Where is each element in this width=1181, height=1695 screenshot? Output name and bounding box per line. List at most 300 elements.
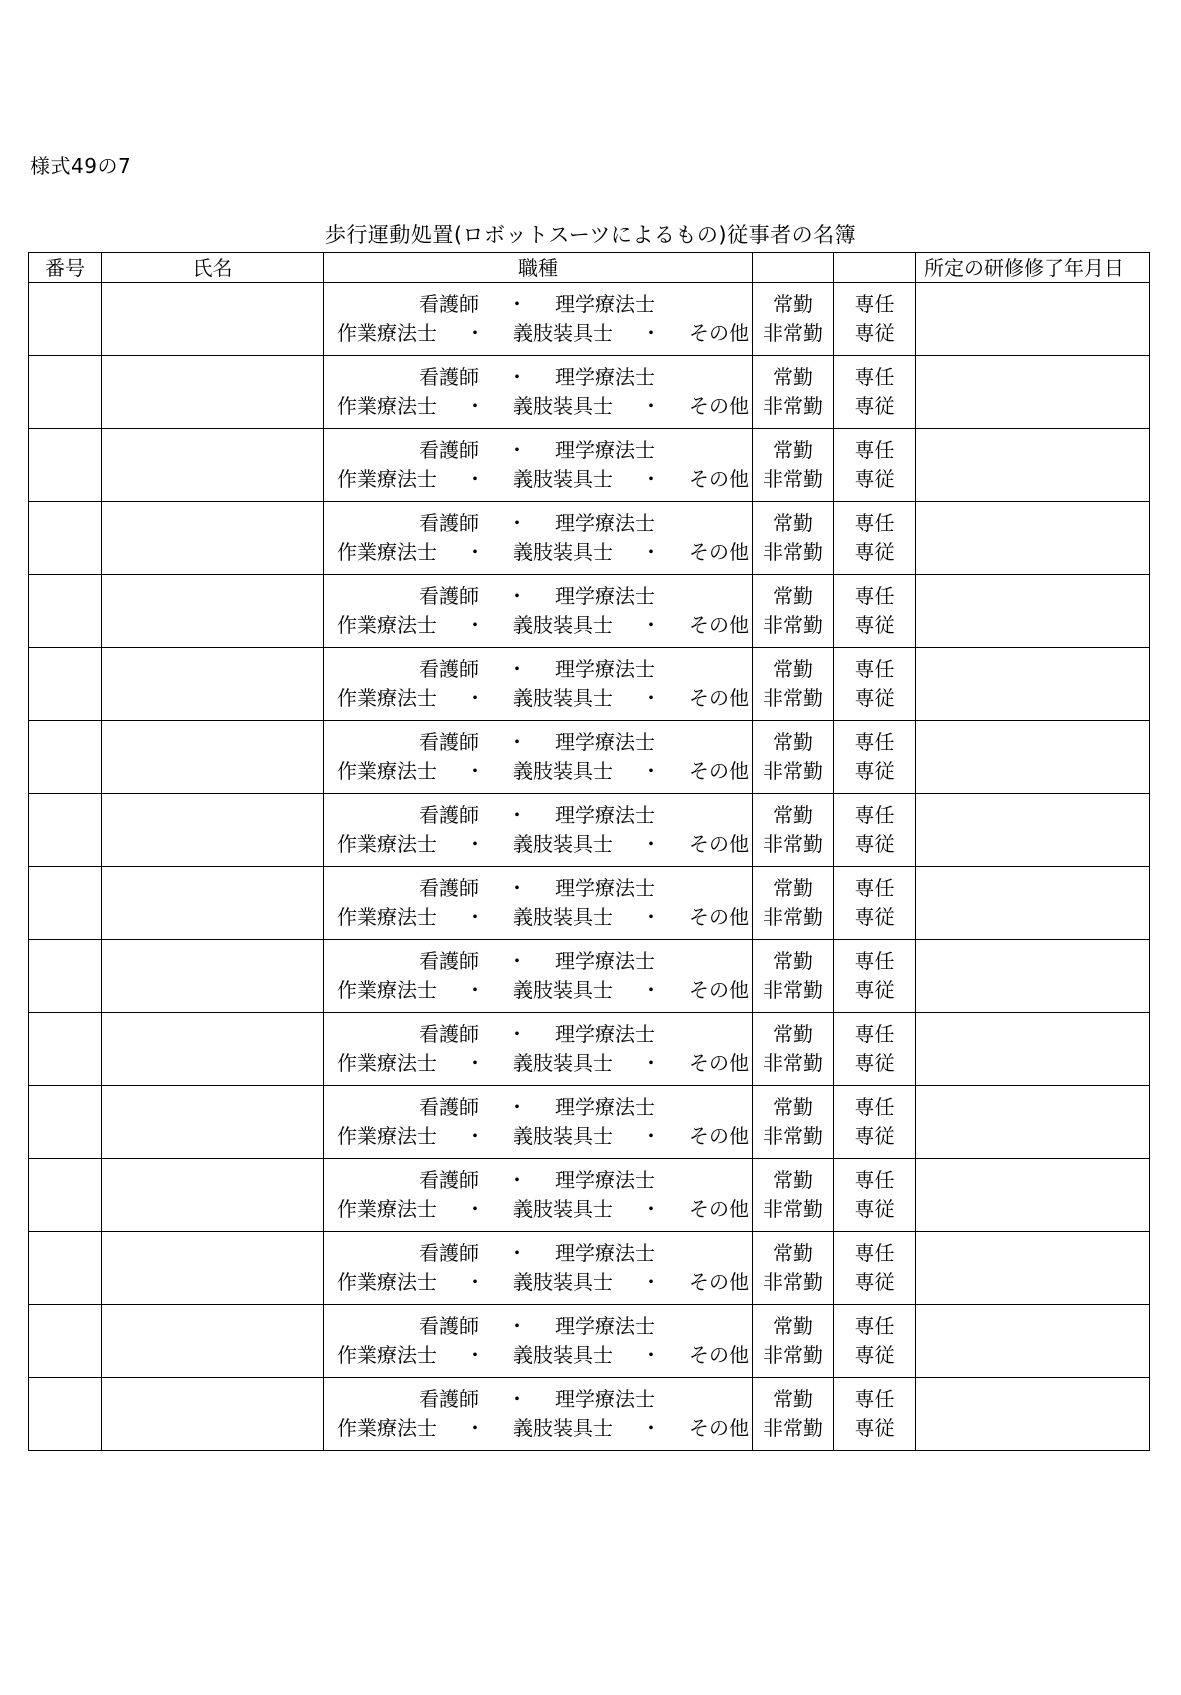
option-part-time[interactable]: 非常勤 xyxy=(763,540,823,564)
table-row xyxy=(29,794,1150,867)
name-cell[interactable] xyxy=(102,648,324,721)
option-other[interactable]: その他 xyxy=(689,832,749,856)
option-dedicated[interactable]: 専任 xyxy=(854,511,895,535)
training-date-cell[interactable] xyxy=(916,1378,1150,1451)
option-nurse[interactable]: 看護師 xyxy=(419,438,479,462)
table-row xyxy=(29,940,1150,1013)
option-part-time[interactable]: 非常勤 xyxy=(763,467,823,491)
number-cell[interactable] xyxy=(29,502,102,575)
option-part-time[interactable]: 非常勤 xyxy=(763,1270,823,1294)
option-engaged[interactable]: 専従 xyxy=(854,978,895,1002)
option-separator: ・ xyxy=(641,1270,661,1294)
option-separator: ・ xyxy=(465,905,485,929)
option-nurse[interactable]: 看護師 xyxy=(419,1168,479,1192)
training-date-cell[interactable] xyxy=(916,283,1150,356)
job-type-cell xyxy=(324,940,753,1013)
option-nurse[interactable]: 看護師 xyxy=(419,657,479,681)
number-cell[interactable] xyxy=(29,1378,102,1451)
option-nurse[interactable]: 看護師 xyxy=(419,730,479,754)
option-separator: ・ xyxy=(465,613,485,637)
option-physical-therapist[interactable]: 理学療法士 xyxy=(555,1095,655,1119)
option-engaged[interactable]: 専従 xyxy=(854,905,895,929)
option-separator: ・ xyxy=(507,876,527,900)
table-row xyxy=(29,283,1150,356)
option-prosthetist[interactable]: 義肢装具士 xyxy=(513,1124,613,1148)
header-training-date: 所定の研修修了年月日 xyxy=(916,253,1150,283)
name-cell[interactable] xyxy=(102,940,324,1013)
training-date-cell[interactable] xyxy=(916,1159,1150,1232)
table-row xyxy=(29,502,1150,575)
option-separator: ・ xyxy=(507,438,527,462)
training-date-cell[interactable] xyxy=(916,794,1150,867)
option-separator: ・ xyxy=(641,686,661,710)
option-part-time[interactable]: 非常勤 xyxy=(763,394,823,418)
name-cell[interactable] xyxy=(102,867,324,940)
number-cell[interactable] xyxy=(29,1232,102,1305)
option-dedicated[interactable]: 専任 xyxy=(854,292,895,316)
option-part-time[interactable]: 非常勤 xyxy=(763,832,823,856)
employment-cell xyxy=(753,1159,834,1232)
option-physical-therapist[interactable]: 理学療法士 xyxy=(555,1022,655,1046)
training-date-cell[interactable] xyxy=(916,502,1150,575)
number-cell[interactable] xyxy=(29,1086,102,1159)
option-other[interactable]: その他 xyxy=(689,467,749,491)
option-engaged[interactable]: 専従 xyxy=(854,394,895,418)
option-occupational-therapist[interactable]: 作業療法士 xyxy=(337,978,437,1002)
roster-body xyxy=(29,283,1150,1451)
option-other[interactable]: その他 xyxy=(689,1416,749,1440)
option-dedicated[interactable]: 専任 xyxy=(854,876,895,900)
option-dedicated[interactable]: 専任 xyxy=(854,730,895,754)
employment-cell xyxy=(753,648,834,721)
name-cell[interactable] xyxy=(102,502,324,575)
option-full-time[interactable]: 常勤 xyxy=(773,365,813,389)
option-dedicated[interactable]: 専任 xyxy=(854,584,895,608)
option-part-time[interactable]: 非常勤 xyxy=(763,905,823,929)
option-nurse[interactable]: 看護師 xyxy=(419,365,479,389)
option-separator: ・ xyxy=(465,1124,485,1148)
option-engaged[interactable]: 専従 xyxy=(854,1051,895,1075)
option-part-time[interactable]: 非常勤 xyxy=(763,613,823,637)
option-physical-therapist[interactable]: 理学療法士 xyxy=(555,1241,655,1265)
option-full-time[interactable]: 常勤 xyxy=(773,730,813,754)
name-cell[interactable] xyxy=(102,1086,324,1159)
option-nurse[interactable]: 看護師 xyxy=(419,803,479,827)
table-row xyxy=(29,867,1150,940)
assignment-cell xyxy=(834,721,916,794)
number-cell[interactable] xyxy=(29,1013,102,1086)
option-nurse[interactable]: 看護師 xyxy=(419,1241,479,1265)
option-part-time[interactable]: 非常勤 xyxy=(763,1343,823,1367)
option-full-time[interactable]: 常勤 xyxy=(773,1168,813,1192)
assignment-cell xyxy=(834,1232,916,1305)
name-cell[interactable] xyxy=(102,1232,324,1305)
number-cell[interactable] xyxy=(29,356,102,429)
option-engaged[interactable]: 専従 xyxy=(854,613,895,637)
option-occupational-therapist[interactable]: 作業療法士 xyxy=(337,1416,437,1440)
option-full-time[interactable]: 常勤 xyxy=(773,584,813,608)
employment-cell xyxy=(753,283,834,356)
option-full-time[interactable]: 常勤 xyxy=(773,876,813,900)
option-other[interactable]: その他 xyxy=(689,978,749,1002)
name-cell[interactable] xyxy=(102,356,324,429)
option-dedicated[interactable]: 専任 xyxy=(854,438,895,462)
training-date-cell[interactable] xyxy=(916,940,1150,1013)
header-number: 番号 xyxy=(29,253,102,283)
name-cell[interactable] xyxy=(102,1013,324,1086)
option-prosthetist[interactable]: 義肢装具士 xyxy=(513,905,613,929)
number-cell[interactable] xyxy=(29,429,102,502)
employment-cell xyxy=(753,1232,834,1305)
number-cell[interactable] xyxy=(29,1305,102,1378)
option-occupational-therapist[interactable]: 作業療法士 xyxy=(337,467,437,491)
option-separator: ・ xyxy=(507,657,527,681)
option-nurse[interactable]: 看護師 xyxy=(419,1314,479,1338)
option-other[interactable]: その他 xyxy=(689,321,749,345)
option-engaged[interactable]: 専従 xyxy=(854,321,895,345)
option-dedicated[interactable]: 専任 xyxy=(854,657,895,681)
option-prosthetist[interactable]: 義肢装具士 xyxy=(513,1270,613,1294)
option-other[interactable]: その他 xyxy=(689,1270,749,1294)
option-part-time[interactable]: 非常勤 xyxy=(763,1197,823,1221)
option-prosthetist[interactable]: 義肢装具士 xyxy=(513,613,613,637)
option-occupational-therapist[interactable]: 作業療法士 xyxy=(337,1124,437,1148)
option-separator: ・ xyxy=(641,1416,661,1440)
option-occupational-therapist[interactable]: 作業療法士 xyxy=(337,1197,437,1221)
option-separator: ・ xyxy=(465,1416,485,1440)
option-engaged[interactable]: 専従 xyxy=(854,1416,895,1440)
option-occupational-therapist[interactable]: 作業療法士 xyxy=(337,1270,437,1294)
option-other[interactable]: その他 xyxy=(689,759,749,783)
option-separator: ・ xyxy=(465,1270,485,1294)
option-physical-therapist[interactable]: 理学療法士 xyxy=(555,803,655,827)
option-separator: ・ xyxy=(507,1241,527,1265)
option-separator: ・ xyxy=(507,1314,527,1338)
training-date-cell[interactable] xyxy=(916,1013,1150,1086)
option-dedicated[interactable]: 専任 xyxy=(854,949,895,973)
option-engaged[interactable]: 専従 xyxy=(854,540,895,564)
name-cell[interactable] xyxy=(102,1305,324,1378)
option-occupational-therapist[interactable]: 作業療法士 xyxy=(337,832,437,856)
option-dedicated[interactable]: 専任 xyxy=(854,1168,895,1192)
option-separator: ・ xyxy=(465,686,485,710)
option-prosthetist[interactable]: 義肢装具士 xyxy=(513,1343,613,1367)
assignment-cell xyxy=(834,283,916,356)
option-engaged[interactable]: 専従 xyxy=(854,832,895,856)
table-row xyxy=(29,1159,1150,1232)
option-nurse[interactable]: 看護師 xyxy=(419,1022,479,1046)
table-row xyxy=(29,356,1150,429)
option-other[interactable]: その他 xyxy=(689,686,749,710)
number-cell[interactable] xyxy=(29,867,102,940)
training-date-cell[interactable] xyxy=(916,429,1150,502)
form-number: 様式49の7 xyxy=(30,154,132,178)
assignment-cell xyxy=(834,940,916,1013)
option-engaged[interactable]: 専従 xyxy=(854,467,895,491)
name-cell[interactable] xyxy=(102,429,324,502)
option-other[interactable]: その他 xyxy=(689,1124,749,1148)
header-row xyxy=(29,253,1150,283)
option-separator: ・ xyxy=(641,1124,661,1148)
option-engaged[interactable]: 専従 xyxy=(854,686,895,710)
option-nurse[interactable]: 看護師 xyxy=(419,584,479,608)
job-type-cell xyxy=(324,1159,753,1232)
employment-cell xyxy=(753,1013,834,1086)
option-physical-therapist[interactable]: 理学療法士 xyxy=(555,1168,655,1192)
assignment-cell xyxy=(834,1159,916,1232)
job-type-cell xyxy=(324,794,753,867)
number-cell[interactable] xyxy=(29,794,102,867)
name-cell[interactable] xyxy=(102,721,324,794)
option-prosthetist[interactable]: 義肢装具士 xyxy=(513,540,613,564)
employment-cell xyxy=(753,794,834,867)
option-dedicated[interactable]: 専任 xyxy=(854,1314,895,1338)
number-cell[interactable] xyxy=(29,283,102,356)
option-full-time[interactable]: 常勤 xyxy=(773,292,813,316)
option-full-time[interactable]: 常勤 xyxy=(773,949,813,973)
employment-cell xyxy=(753,502,834,575)
assignment-cell xyxy=(834,1013,916,1086)
option-separator: ・ xyxy=(641,832,661,856)
option-other[interactable]: その他 xyxy=(689,905,749,929)
employment-cell xyxy=(753,575,834,648)
option-occupational-therapist[interactable]: 作業療法士 xyxy=(337,759,437,783)
option-prosthetist[interactable]: 義肢装具士 xyxy=(513,1051,613,1075)
assignment-cell xyxy=(834,502,916,575)
option-part-time[interactable]: 非常勤 xyxy=(763,1051,823,1075)
training-date-cell[interactable] xyxy=(916,356,1150,429)
table-row xyxy=(29,1013,1150,1086)
name-cell[interactable] xyxy=(102,283,324,356)
option-dedicated[interactable]: 専任 xyxy=(854,1022,895,1046)
table-row xyxy=(29,1378,1150,1451)
option-full-time[interactable]: 常勤 xyxy=(773,1387,813,1411)
option-part-time[interactable]: 非常勤 xyxy=(763,759,823,783)
staff-roster-table xyxy=(28,252,1150,1451)
assignment-cell xyxy=(834,575,916,648)
job-type-cell xyxy=(324,575,753,648)
job-type-cell xyxy=(324,356,753,429)
option-other[interactable]: その他 xyxy=(689,1051,749,1075)
assignment-cell xyxy=(834,356,916,429)
table-row xyxy=(29,575,1150,648)
option-separator: ・ xyxy=(465,978,485,1002)
option-full-time[interactable]: 常勤 xyxy=(773,1022,813,1046)
option-physical-therapist[interactable]: 理学療法士 xyxy=(555,730,655,754)
option-full-time[interactable]: 常勤 xyxy=(773,438,813,462)
number-cell[interactable] xyxy=(29,575,102,648)
job-type-cell xyxy=(324,429,753,502)
option-full-time[interactable]: 常勤 xyxy=(773,1241,813,1265)
option-prosthetist[interactable]: 義肢装具士 xyxy=(513,686,613,710)
option-separator: ・ xyxy=(465,540,485,564)
name-cell[interactable] xyxy=(102,1159,324,1232)
option-separator: ・ xyxy=(641,978,661,1002)
option-engaged[interactable]: 専従 xyxy=(854,1343,895,1367)
table-row xyxy=(29,1086,1150,1159)
training-date-cell[interactable] xyxy=(916,721,1150,794)
option-separator: ・ xyxy=(641,1197,661,1221)
option-separator: ・ xyxy=(465,321,485,345)
option-occupational-therapist[interactable]: 作業療法士 xyxy=(337,394,437,418)
option-separator: ・ xyxy=(465,832,485,856)
job-type-cell xyxy=(324,283,753,356)
employment-cell xyxy=(753,356,834,429)
option-prosthetist[interactable]: 義肢装具士 xyxy=(513,394,613,418)
option-part-time[interactable]: 非常勤 xyxy=(763,321,823,345)
option-other[interactable]: その他 xyxy=(689,1197,749,1221)
option-prosthetist[interactable]: 義肢装具士 xyxy=(513,1197,613,1221)
option-separator: ・ xyxy=(641,759,661,783)
header-assignment xyxy=(834,253,916,283)
option-prosthetist[interactable]: 義肢装具士 xyxy=(513,467,613,491)
name-cell[interactable] xyxy=(102,575,324,648)
training-date-cell[interactable] xyxy=(916,575,1150,648)
option-nurse[interactable]: 看護師 xyxy=(419,1095,479,1119)
option-physical-therapist[interactable]: 理学療法士 xyxy=(555,657,655,681)
number-cell[interactable] xyxy=(29,648,102,721)
header-job-type: 職種 xyxy=(324,253,753,283)
option-prosthetist[interactable]: 義肢装具士 xyxy=(513,759,613,783)
option-separator: ・ xyxy=(507,511,527,535)
option-part-time[interactable]: 非常勤 xyxy=(763,686,823,710)
option-nurse[interactable]: 看護師 xyxy=(419,1387,479,1411)
employment-cell xyxy=(753,429,834,502)
option-dedicated[interactable]: 専任 xyxy=(854,803,895,827)
option-separator: ・ xyxy=(507,1168,527,1192)
option-separator: ・ xyxy=(465,1197,485,1221)
option-separator: ・ xyxy=(507,803,527,827)
option-physical-therapist[interactable]: 理学療法士 xyxy=(555,584,655,608)
name-cell[interactable] xyxy=(102,794,324,867)
option-occupational-therapist[interactable]: 作業療法士 xyxy=(337,686,437,710)
job-type-cell xyxy=(324,867,753,940)
option-physical-therapist[interactable]: 理学療法士 xyxy=(555,949,655,973)
assignment-cell xyxy=(834,794,916,867)
option-occupational-therapist[interactable]: 作業療法士 xyxy=(337,1343,437,1367)
job-type-cell xyxy=(324,648,753,721)
employment-cell xyxy=(753,867,834,940)
header-name: 氏名 xyxy=(102,253,324,283)
training-date-cell[interactable] xyxy=(916,1305,1150,1378)
option-full-time[interactable]: 常勤 xyxy=(773,657,813,681)
option-separator: ・ xyxy=(465,467,485,491)
option-other[interactable]: その他 xyxy=(689,394,749,418)
option-nurse[interactable]: 看護師 xyxy=(419,292,479,316)
employment-cell xyxy=(753,1305,834,1378)
table-row xyxy=(29,1232,1150,1305)
option-physical-therapist[interactable]: 理学療法士 xyxy=(555,438,655,462)
option-occupational-therapist[interactable]: 作業療法士 xyxy=(337,905,437,929)
job-type-cell xyxy=(324,1232,753,1305)
option-separator: ・ xyxy=(507,365,527,389)
employment-cell xyxy=(753,940,834,1013)
option-dedicated[interactable]: 専任 xyxy=(854,1387,895,1411)
option-physical-therapist[interactable]: 理学療法士 xyxy=(555,365,655,389)
option-occupational-therapist[interactable]: 作業療法士 xyxy=(337,321,437,345)
option-separator: ・ xyxy=(641,540,661,564)
option-full-time[interactable]: 常勤 xyxy=(773,511,813,535)
option-other[interactable]: その他 xyxy=(689,1343,749,1367)
assignment-cell xyxy=(834,648,916,721)
training-date-cell[interactable] xyxy=(916,867,1150,940)
option-part-time[interactable]: 非常勤 xyxy=(763,978,823,1002)
option-dedicated[interactable]: 専任 xyxy=(854,1241,895,1265)
employment-cell xyxy=(753,1378,834,1451)
option-prosthetist[interactable]: 義肢装具士 xyxy=(513,321,613,345)
option-engaged[interactable]: 専従 xyxy=(854,1124,895,1148)
option-nurse[interactable]: 看護師 xyxy=(419,949,479,973)
option-separator: ・ xyxy=(507,1022,527,1046)
option-physical-therapist[interactable]: 理学療法士 xyxy=(555,1314,655,1338)
option-occupational-therapist[interactable]: 作業療法士 xyxy=(337,1051,437,1075)
option-other[interactable]: その他 xyxy=(689,613,749,637)
option-dedicated[interactable]: 専任 xyxy=(854,365,895,389)
option-engaged[interactable]: 専従 xyxy=(854,1270,895,1294)
option-occupational-therapist[interactable]: 作業療法士 xyxy=(337,540,437,564)
option-separator: ・ xyxy=(641,905,661,929)
assignment-cell xyxy=(834,1305,916,1378)
option-separator: ・ xyxy=(507,1095,527,1119)
number-cell[interactable] xyxy=(29,1159,102,1232)
option-separator: ・ xyxy=(641,321,661,345)
option-full-time[interactable]: 常勤 xyxy=(773,803,813,827)
table-row xyxy=(29,429,1150,502)
option-engaged[interactable]: 専従 xyxy=(854,759,895,783)
assignment-cell xyxy=(834,867,916,940)
employment-cell xyxy=(753,721,834,794)
training-date-cell[interactable] xyxy=(916,1086,1150,1159)
number-cell[interactable] xyxy=(29,721,102,794)
job-type-cell xyxy=(324,1305,753,1378)
option-prosthetist[interactable]: 義肢装具士 xyxy=(513,978,613,1002)
option-prosthetist[interactable]: 義肢装具士 xyxy=(513,1416,613,1440)
option-other[interactable]: その他 xyxy=(689,540,749,564)
option-part-time[interactable]: 非常勤 xyxy=(763,1416,823,1440)
name-cell[interactable] xyxy=(102,1378,324,1451)
option-physical-therapist[interactable]: 理学療法士 xyxy=(555,511,655,535)
option-dedicated[interactable]: 専任 xyxy=(854,1095,895,1119)
option-occupational-therapist[interactable]: 作業療法士 xyxy=(337,613,437,637)
option-full-time[interactable]: 常勤 xyxy=(773,1314,813,1338)
option-physical-therapist[interactable]: 理学療法士 xyxy=(555,876,655,900)
assignment-cell xyxy=(834,1378,916,1451)
option-nurse[interactable]: 看護師 xyxy=(419,511,479,535)
option-separator: ・ xyxy=(507,584,527,608)
option-separator: ・ xyxy=(465,1051,485,1075)
employment-cell xyxy=(753,1086,834,1159)
option-part-time[interactable]: 非常勤 xyxy=(763,1124,823,1148)
option-physical-therapist[interactable]: 理学療法士 xyxy=(555,292,655,316)
training-date-cell[interactable] xyxy=(916,1232,1150,1305)
option-nurse[interactable]: 看護師 xyxy=(419,876,479,900)
option-engaged[interactable]: 専従 xyxy=(854,1197,895,1221)
option-separator: ・ xyxy=(465,394,485,418)
training-date-cell[interactable] xyxy=(916,648,1150,721)
option-separator: ・ xyxy=(507,949,527,973)
option-physical-therapist[interactable]: 理学療法士 xyxy=(555,1387,655,1411)
option-separator: ・ xyxy=(641,613,661,637)
table-row xyxy=(29,648,1150,721)
document-title: 歩行運動処置(ロボットスーツによるもの)従事者の名簿 xyxy=(324,223,857,247)
option-separator: ・ xyxy=(507,292,527,316)
number-cell[interactable] xyxy=(29,940,102,1013)
option-separator: ・ xyxy=(507,1387,527,1411)
option-prosthetist[interactable]: 義肢装具士 xyxy=(513,832,613,856)
table-row xyxy=(29,721,1150,794)
option-full-time[interactable]: 常勤 xyxy=(773,1095,813,1119)
job-type-cell xyxy=(324,721,753,794)
